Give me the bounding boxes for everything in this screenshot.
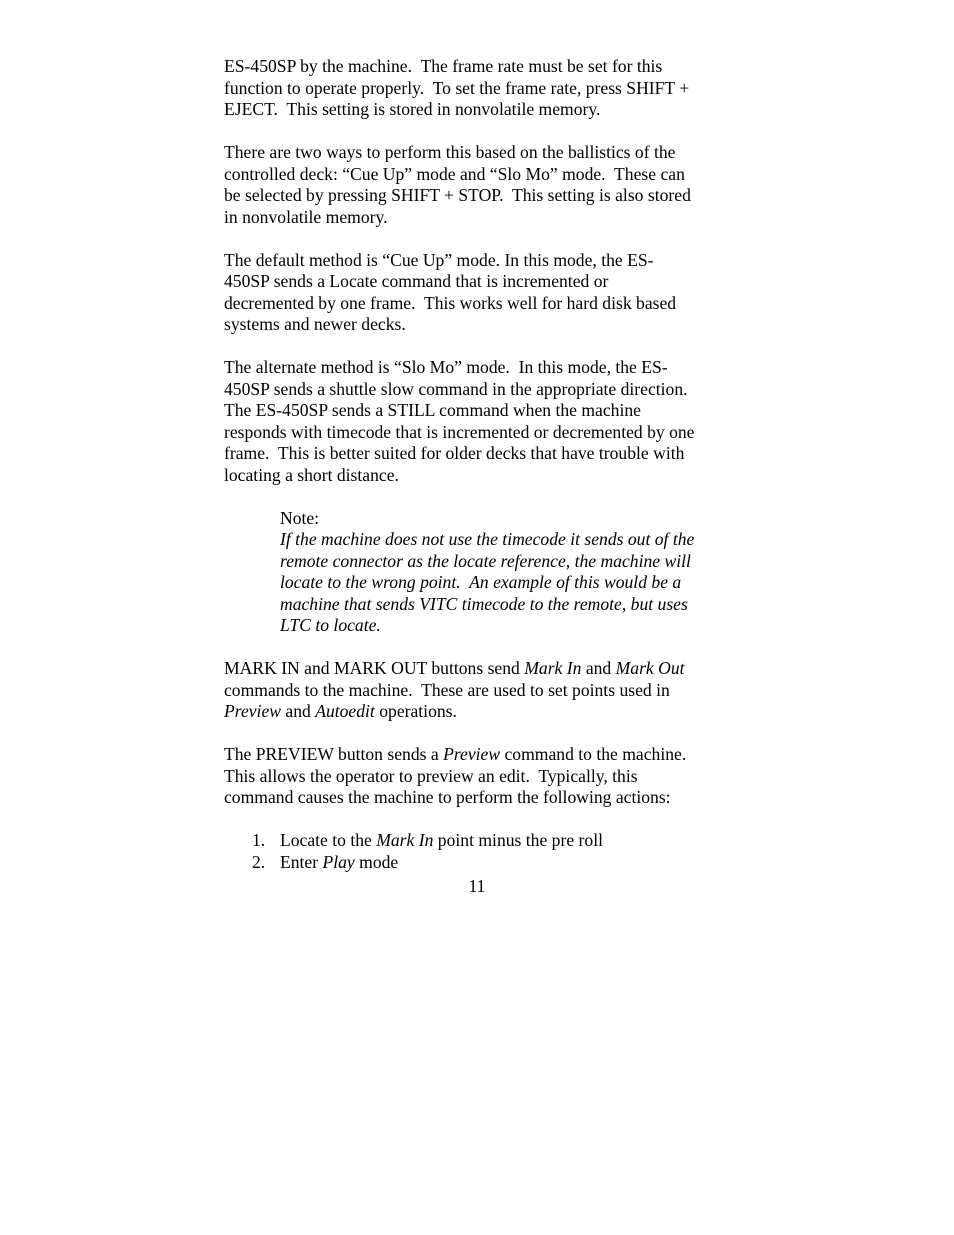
text-run: Enter [280, 851, 323, 872]
text-line: decremented by one frame. This works well for hard disk based [224, 292, 677, 313]
text-line: The default method is “Cue Up” mode. In this mode, the ES- [224, 249, 654, 270]
text-run: mode [354, 851, 399, 872]
text-line: locating a short distance. [224, 464, 399, 485]
page-number: 11 [468, 876, 486, 896]
text-line: This allows the operator to preview an edit. Typically, this [224, 765, 638, 786]
paragraph-mark-buttons [224, 658, 734, 723]
paragraph-frame-rate [224, 56, 734, 121]
text-run: and [581, 658, 616, 678]
text-line: frame. This is better suited for older decks that have trouble with [224, 443, 685, 463]
note-body [280, 529, 734, 637]
text-run: Locate to the [280, 830, 377, 850]
text-run-italic: Mark In [376, 830, 434, 850]
note-line: locate to the wrong point. An example of this would be a [280, 572, 682, 592]
paragraph-preview-button [224, 744, 734, 809]
text-line: The alternate method is “Slo Mo” mode. In this mode, the ES- [224, 357, 668, 377]
text-line: in nonvolatile memory. [224, 206, 388, 227]
text-run-italic: Autoedit [315, 701, 375, 721]
note-line: LTC to locate. [280, 615, 381, 635]
list-item [224, 830, 734, 852]
note-block [280, 508, 734, 637]
text-run: MARK IN and MARK OUT buttons send [224, 658, 525, 678]
text-line [224, 658, 734, 680]
text-line: ES-450SP by the machine. The frame rate must be set for this [224, 56, 663, 76]
text-run: command to the machine. [500, 744, 687, 764]
text-run-italic: Play [322, 851, 355, 872]
text-run-italic: Mark In [524, 658, 582, 678]
paragraph-two-ways [224, 142, 734, 228]
text-run-italic: Mark Out [615, 658, 685, 678]
text-line: 450SP sends a shuttle slow command in the appropriate direction. [224, 378, 688, 399]
text-line: function to operate properly. To set the frame rate, press SHIFT + [224, 77, 690, 98]
text-run-italic: Preview [224, 701, 281, 721]
text-line: be selected by pressing SHIFT + STOP. This setting is also stored [224, 185, 691, 205]
text-line: There are two ways to perform this based on the ballistics of the [224, 142, 676, 162]
note-line: If the machine does not use the timecode it sends out of the [280, 529, 695, 549]
text-line: systems and newer decks. [224, 314, 406, 334]
page-body [224, 56, 734, 873]
text-line: commands to the machine. These are used to set points used in [224, 679, 670, 700]
preview-steps-list [224, 830, 734, 873]
text-line: responds with timecode that is incremented or decremented by one [224, 421, 695, 442]
text-line [224, 744, 734, 766]
text-line: The ES-450SP sends a STILL command when the machine [224, 400, 641, 420]
text-run: and [281, 701, 316, 721]
text-run: point minus the pre roll [433, 830, 603, 850]
note-label: Note: [280, 507, 320, 528]
text-run-italic: Preview [443, 744, 501, 764]
text-line: controlled deck: “Cue Up” mode and “Slo Mo” mode. These can [224, 163, 685, 184]
note-line: machine that sends VITC timecode to the remote, but uses [280, 593, 688, 614]
text-line [224, 701, 734, 723]
paragraph-cue-up [224, 250, 734, 336]
list-number: 2. [252, 851, 266, 872]
list-item [224, 852, 734, 874]
paragraph-slo-mo [224, 357, 734, 486]
text-line: 450SP sends a Locate command that is incremented or [224, 271, 609, 291]
list-number: 1. [252, 830, 266, 850]
text-run: operations. [374, 701, 457, 721]
note-line: remote connector as the locate reference, the machine will [280, 550, 691, 571]
text-run: The PREVIEW button sends a [224, 744, 444, 764]
text-line: EJECT. This setting is stored in nonvolatile memory. [224, 99, 601, 119]
text-line: command causes the machine to perform the following actions: [224, 787, 671, 807]
